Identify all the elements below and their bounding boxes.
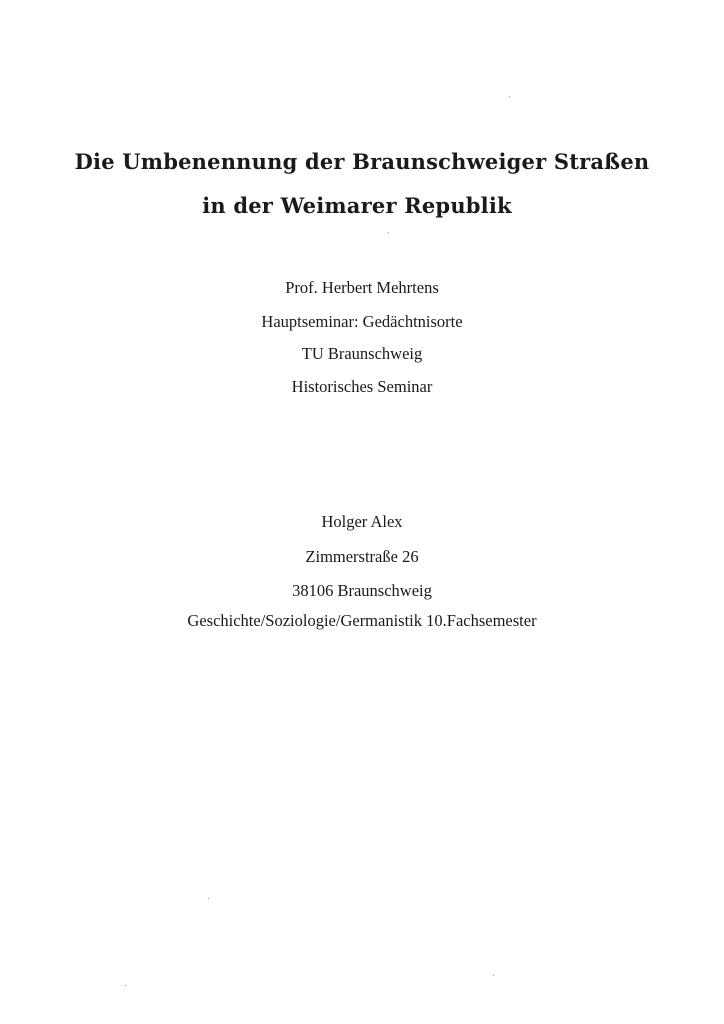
professor-name: Prof. Herbert Mehrtens bbox=[285, 278, 439, 297]
scan-speck bbox=[388, 232, 389, 233]
scan-speck bbox=[208, 898, 209, 899]
university-name: TU Braunschweig bbox=[301, 344, 423, 363]
scan-speck bbox=[509, 96, 510, 97]
department-name: Historisches Seminar bbox=[291, 377, 433, 396]
document-title-line-1: Die Umbenennung der Braunschweiger Straßen bbox=[74, 149, 650, 174]
course-name: Hauptseminar: Gedächtnisorte bbox=[261, 312, 463, 331]
scan-speck bbox=[493, 975, 494, 976]
author-city: 38106 Braunschweig bbox=[292, 581, 432, 600]
document-title-line-2: in der Weimarer Republik bbox=[202, 193, 512, 218]
author-name: Holger Alex bbox=[321, 512, 403, 531]
scan-speck bbox=[125, 985, 126, 986]
author-studies: Geschichte/Soziologie/Germanistik 10.Fachsemester bbox=[187, 611, 537, 630]
author-street: Zimmerstraße 26 bbox=[305, 547, 419, 566]
